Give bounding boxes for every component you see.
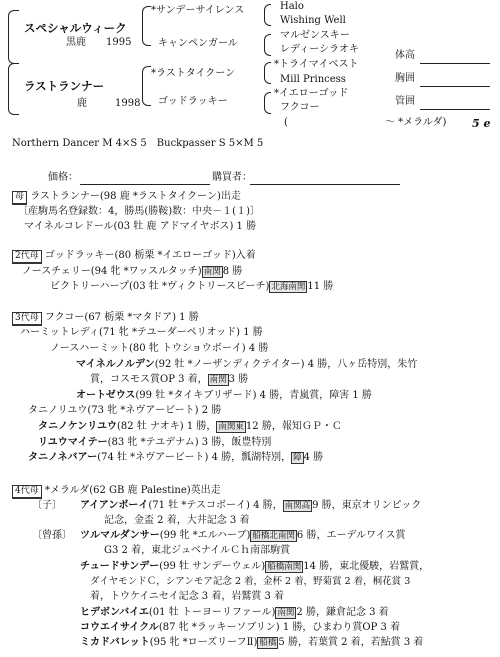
victory-harp-text: ビクトリーハープ(03 牡 *ヴィクトリースピーチ) — [50, 281, 270, 292]
chude-sunday-text: (99 牡 サンデーウェル) — [159, 561, 266, 572]
hide-bombaye-text: (01 牡 トーヨーリファール) — [148, 607, 276, 618]
pedigree-ds-s: *トライマイベスト — [274, 59, 359, 70]
section-dam — [12, 191, 241, 205]
line-hide-bombaye — [80, 607, 389, 620]
cannon-line — [420, 109, 490, 110]
pedigree-ds-d: Mill Princess — [280, 74, 346, 85]
region-badge: 船橋 — [259, 638, 277, 648]
region-badge: 南関 — [277, 608, 295, 618]
tsurumaru-name: ツルマルダンサー — [80, 530, 160, 541]
meiner-norden-wins: 3 勝 — [228, 374, 249, 385]
region-badge: 南関 — [203, 267, 221, 277]
line-meiner-norden — [76, 359, 417, 372]
pedigree-paren-open: ( — [284, 117, 288, 128]
line-tsurumaru — [80, 530, 406, 543]
tanino-kenryu-text: (82 牡 ナオキ) 1 勝， — [117, 421, 217, 432]
pedigree-brace-sire — [8, 10, 19, 64]
buyer-label: 購買者： — [212, 172, 252, 183]
auto-zeus-name: オートゼウス — [76, 390, 136, 401]
dam-year: 1998 — [115, 98, 141, 109]
price-line — [80, 184, 210, 185]
section-label-2nd-dam: 2代母 — [12, 250, 42, 264]
section-label-4th-dam: 4代母 — [12, 485, 42, 499]
height-line — [420, 63, 490, 64]
tanino-kenryu-tail: 12 勝，報知ＧＰ・Ｃ — [245, 421, 342, 432]
section-2nd-dam — [12, 250, 256, 264]
region-badge: 南関東 — [218, 422, 244, 432]
iron-boy-tail: 9 勝，東京オリンピック — [312, 500, 422, 511]
victory-harp-wins: 11 勝 — [307, 281, 334, 292]
chude-sunday-tail: 14 勝，東北優駿，岩鷲賞， — [303, 561, 430, 572]
family-number: 5 e — [472, 117, 491, 130]
meiner-norden-name: マイネルノルデン — [76, 359, 155, 370]
pedigree-dd-s: *イエローゴッド — [274, 88, 349, 99]
pedigree-sd: キャンペンガール — [158, 38, 238, 49]
line-chude-sunday-cont1: ダイヤモンドＣ，シアンモア記念 2 着，金杯 2 着，野菊賞 2 着，桐花賞 3 — [90, 576, 411, 587]
inbreeding-note: Northern Dancer M 4×S 5 Buckpasser S 5×M 5 — [12, 138, 264, 149]
dam-offspring-count: 〔産駒馬名登録数：4，勝馬(勝鞍)数：中央－１(１)〕 — [18, 206, 260, 217]
ryu-mighty-text: (83 牝 *テユデナム) 3 勝，飯豊特別 — [107, 437, 272, 448]
section-2nd-dam-head: ゴッドラッキー(80 栃栗 *イエローゴッド)入着 — [44, 250, 256, 261]
tanino-never-text: (74 牡 *ネヴアービート) 4 勝，瓢湖特別， — [97, 452, 292, 463]
section-3rd-dam-head: フクコー(67 栃栗 *マタドア) 1 勝 — [44, 312, 199, 323]
region-badge: 船橋南関 — [267, 562, 302, 572]
region-badge: 南関高 — [284, 501, 311, 511]
line-mikado-bullet — [80, 637, 423, 650]
line-chude-sunday-cont2: 着，トウケイニセイ記念 3 着，岩鷲賞 3 着 — [90, 591, 285, 602]
line-auto-zeus — [76, 390, 372, 403]
pedigree-paren-tail: ～ *メラルダ) — [385, 117, 447, 128]
line-tsurumaru-cont: G3 2 着，東北ジュベナイルＣｈ南部駒賞 — [104, 545, 291, 556]
chude-sunday-name: チュードサンデー — [80, 561, 160, 572]
hide-bombaye-name: ヒデボンバイエ — [80, 607, 149, 618]
section-4th-dam-head: *メラルダ(62 GB 鹿 Palestine)英出走 — [44, 485, 221, 496]
section-dam-head: ラストランナー(98 鹿 *ラストタイクーン)出走 — [30, 191, 241, 202]
hide-bombaye-tail: 2 勝，鎌倉記念 3 着 — [296, 607, 389, 618]
region-badge: 船橋北南関 — [252, 531, 295, 541]
pedigree-sd-d: レディーシラオキ — [280, 44, 359, 55]
line-tanino-ryu: タニノリユウ(73 牝 *ネヴアービート) 2 勝 — [28, 405, 222, 416]
line-north-cherry — [22, 266, 242, 279]
tanino-kenryu-name: タニノケンリユウ — [38, 421, 117, 432]
pedigree-brace-ss2 — [264, 4, 271, 26]
section-3rd-dam — [12, 312, 199, 326]
meiner-norden-text: (92 牡 *ノーザンディクテイター) 4 勝，八ヶ岳特別，朱竹 — [154, 359, 418, 370]
region-badge: 障 — [293, 453, 302, 463]
line-victory-harp — [50, 281, 333, 294]
line-hermit-lady: ハーミットレディ(71 牝 *テユーダーペリオッド) 1 勝 — [20, 327, 263, 338]
section-4th-dam — [12, 485, 221, 499]
line-iron-boy-cont: 記念，金盃 2 着，大井記念 3 着 — [104, 515, 250, 526]
mikado-bullet-name: ミカドバレット — [80, 637, 150, 648]
dam-color: 鹿 — [77, 98, 87, 109]
pedigree-ss: *サンデーサイレンス — [151, 5, 245, 16]
pedigree-sd-s: マルゼンスキー — [280, 30, 350, 41]
mikado-bullet-text: (95 牝 *ローズリーフⅡ) — [149, 637, 258, 648]
mikado-bullet-tail: 5 勝，若葉賞 2 着，若鮎賞 3 着 — [278, 637, 424, 648]
line-chude-sunday — [80, 561, 429, 574]
tsurumaru-tail: 6 勝，エーデルワイス賞 — [296, 530, 406, 541]
north-cherry-text: ノースチェリー(94 牝 *ワッスルタッチ) — [22, 266, 202, 277]
line-north-hermit: ノースハーミット(80 牝 トウショウボーイ) 4 勝 — [50, 343, 269, 354]
pedigree-brace-dam — [8, 63, 19, 115]
koei-cycle-name: コウエイサイクル — [80, 622, 159, 633]
meiner-norden-cont: 賞，コスモス賞OP 3 着， — [90, 374, 208, 385]
sire-name: スペシャルウィーク — [24, 21, 127, 35]
label-height: 体高 — [395, 50, 415, 61]
region-badge: 南関 — [209, 375, 227, 385]
tsurumaru-text: (99 牝 *エルハーブ) — [159, 530, 251, 541]
region-badge: 北海南関 — [271, 282, 306, 292]
pedigree-dd: ゴッドラッキー — [158, 96, 228, 107]
pedigree-dd-d: フクコー — [280, 102, 320, 113]
iron-boy-name: アイアンボーイ — [80, 500, 149, 511]
label-cannon: 管囲 — [395, 96, 415, 107]
sire-color: 黒鹿 — [66, 37, 86, 48]
pedigree-brace-ds2 — [264, 62, 271, 84]
tanino-never-name: タニノネバアー — [28, 452, 98, 463]
line-ryu-mighty — [38, 437, 271, 450]
section-label-dam: 母 — [12, 191, 27, 205]
dam-name: ラストランナー — [24, 79, 105, 93]
tag-ko: 〔子〕 — [32, 500, 62, 511]
pedigree-brace-dd2 — [264, 92, 271, 114]
ryu-mighty-name: リユウマイテー — [38, 437, 108, 448]
koei-cycle-text: (87 牝 *ラッキーソブリン) 1 勝，ひまわり賞OP 3 着 — [158, 622, 401, 633]
pedigree-ss-s: Halo — [280, 1, 304, 12]
pedigree-brace-ds — [142, 66, 151, 106]
pedigree-ss-d: Wishing Well — [280, 15, 346, 26]
line-koei-cycle — [80, 622, 400, 635]
north-cherry-wins: 8 勝 — [222, 266, 243, 277]
line-meiner-norden-cont — [90, 374, 248, 387]
tag-sonmago: 〔曾孫〕 — [32, 530, 72, 541]
iron-boy-text: (71 牡 *テスコボーイ) 4 勝， — [148, 500, 283, 511]
pedigree-brace-ss — [142, 6, 151, 46]
sire-year: 1995 — [106, 37, 132, 48]
label-girth: 胸囲 — [395, 73, 415, 84]
dam-offspring-1: マイネルコレドール(03 牡 鹿 アドマイヤボス) 1 勝 — [24, 221, 257, 232]
line-tanino-kenryu — [38, 421, 342, 434]
line-iron-boy — [80, 500, 421, 513]
price-label: 価格： — [48, 172, 78, 183]
pedigree-brace-sd2 — [264, 34, 271, 56]
girth-line — [420, 86, 490, 87]
auto-zeus-text: (99 牡 *タイキブリザード) 4 勝，青嵐賞，障害 1 勝 — [135, 390, 372, 401]
line-tanino-never — [28, 452, 323, 465]
buyer-line — [250, 184, 400, 185]
section-label-3rd-dam: 3代母 — [12, 312, 42, 326]
tanino-never-wins: 4 勝 — [303, 452, 324, 463]
pedigree-ds: *ラストタイクーン — [151, 68, 236, 79]
